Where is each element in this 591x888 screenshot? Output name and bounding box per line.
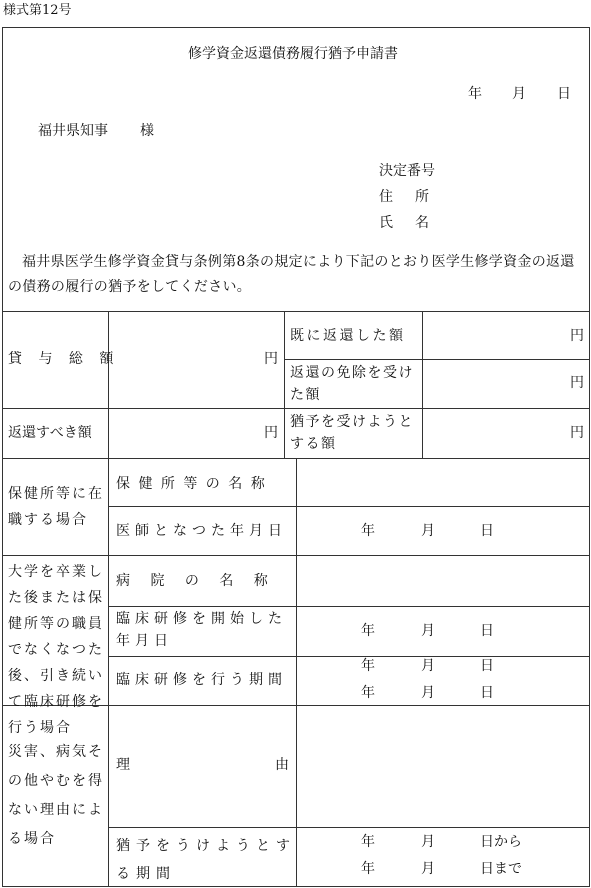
training-period-label: 臨床研修を行う期間	[116, 672, 287, 688]
ymd-year: 年	[361, 685, 375, 701]
already-repaid-label: 既に返還した額	[290, 328, 406, 344]
disaster-section-label: 災害、病気その他やむを得ない理由による場合	[8, 744, 104, 847]
to-defer-yen: 円	[570, 425, 584, 441]
ymd-day: 日	[480, 658, 494, 674]
ymd-day: 日	[480, 623, 494, 639]
ymd-month: 月	[421, 834, 435, 850]
doctor-date-label: 医師となつた年月日	[116, 523, 287, 539]
form-number: 様式第12号	[3, 3, 72, 18]
reason-label-1: 理	[116, 757, 130, 773]
request-body-text: 福井県医学生修学資金貸与条例第8条の規定により下記のとおり医学生修学資金の返還の債務の履行の猶予をしてください。	[8, 254, 575, 295]
date-year: 年	[468, 86, 482, 102]
date-day: 日	[557, 86, 571, 102]
name-label: 氏 名	[379, 215, 433, 231]
ymd-year: 年	[361, 861, 375, 877]
ymd-day: 日	[480, 523, 494, 539]
facility-name-label: 保 健 所 等 の 名 称	[116, 476, 267, 492]
total-loan-label: 貸 与 総 額	[8, 351, 120, 367]
health-center-section-label: 保健所等に在職する場合	[8, 486, 104, 528]
to-repay-yen: 円	[264, 425, 278, 441]
to-defer-label: 猶予を受けようとする額	[290, 414, 414, 452]
to-repay-label: 返還すべき額	[8, 425, 92, 441]
addressee-name: 福井県知事	[38, 123, 108, 139]
address-label: 住 所	[379, 189, 433, 205]
ymd-year: 年	[361, 834, 375, 850]
ymd-month: 月	[421, 861, 435, 877]
already-repaid-yen: 円	[570, 328, 584, 344]
ymd-year: 年	[361, 658, 375, 674]
addressee-honorific: 様	[140, 123, 154, 139]
exempted-yen: 円	[570, 375, 584, 391]
training-start-label: 臨床研修を開始した年月日	[116, 611, 287, 649]
exempted-label: 返還の免除を受けた額	[290, 365, 414, 403]
ymd-month: 月	[421, 685, 435, 701]
training-section-label: 大学を卒業した後または保健所等の職員でなくなつた後、引き続いて臨床研修を行う場合	[8, 564, 104, 736]
decision-number-label: 決定番号	[379, 163, 435, 179]
total-loan-yen: 円	[264, 351, 278, 367]
hospital-name-label: 病 院 の 名 称	[116, 573, 276, 589]
ymd-year: 年	[361, 523, 375, 539]
to-suffix: 日まで	[480, 861, 522, 877]
from-suffix: 日から	[480, 834, 522, 850]
ymd-month: 月	[421, 623, 435, 639]
ymd-month: 月	[421, 523, 435, 539]
date-month: 月	[512, 86, 526, 102]
ymd-month: 月	[421, 658, 435, 674]
defer-period-label: 猶予をうけようとする期間	[116, 838, 296, 882]
ymd-year: 年	[361, 623, 375, 639]
reason-label-2: 由	[275, 757, 289, 773]
ymd-day: 日	[480, 685, 494, 701]
form-title: 修学資金返還債務履行猶予申請書	[188, 46, 398, 62]
